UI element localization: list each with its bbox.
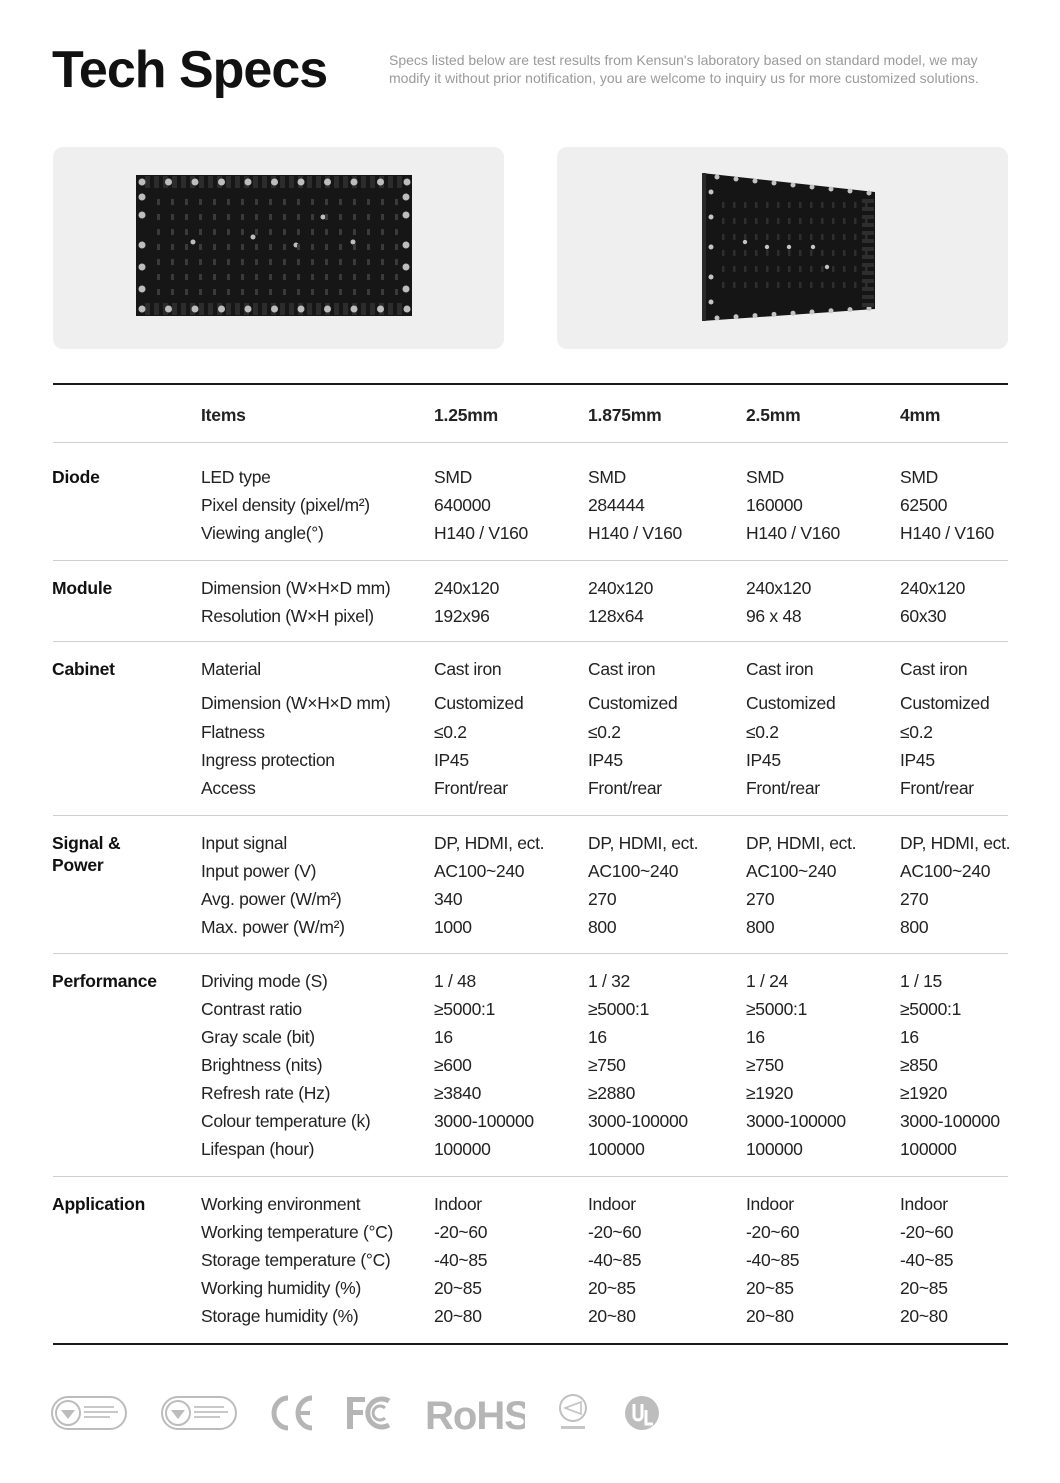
spec-value: 1000 (434, 917, 472, 937)
spec-value: -20~60 (588, 1222, 642, 1242)
spec-value: 240x120 (900, 578, 966, 598)
bsi-iso-14001-icon (50, 1388, 130, 1438)
column-header-pitch: 2.5mm (746, 405, 801, 425)
spec-value: AC100~240 (434, 861, 525, 881)
spec-value: Indoor (588, 1194, 636, 1214)
spec-value: ≥850 (900, 1055, 938, 1075)
spec-value: 96 x 48 (746, 606, 802, 626)
spec-value: ≥1920 (900, 1083, 948, 1103)
column-header-pitch: 1.25mm (434, 405, 498, 425)
spec-value: Front/rear (434, 778, 508, 798)
spec-value: 1 / 32 (588, 971, 630, 991)
spec-value: 16 (900, 1027, 919, 1047)
ul-mark-icon (623, 1388, 663, 1438)
spec-value: SMD (746, 467, 784, 487)
spec-item-label: Ingress protection (201, 750, 335, 770)
table-top-rule (53, 383, 1008, 385)
section-category-label: Diode (52, 467, 100, 487)
spec-value: ≥750 (588, 1055, 626, 1075)
spec-item-label: Brightness (nits) (201, 1055, 323, 1075)
product-photo-angled-view (557, 147, 1008, 349)
section-divider (53, 560, 1008, 561)
svg-text:RoHS: RoHS (425, 1394, 525, 1438)
spec-item-label: Working temperature (°C) (201, 1222, 394, 1242)
spec-item-label: Storage temperature (°C) (201, 1250, 391, 1270)
section-category-label: Power (52, 855, 104, 875)
spec-item-label: Driving mode (S) (201, 971, 328, 991)
spec-item-label: Working environment (201, 1194, 361, 1214)
spec-value: 128x64 (588, 606, 644, 626)
spec-value: ≥5000:1 (900, 999, 962, 1019)
spec-item-label: Avg. power (W/m²) (201, 889, 342, 909)
spec-value: DP, HDMI, ect. (746, 833, 857, 853)
spec-value: Customized (746, 693, 836, 713)
product-photo-rear-view (53, 147, 504, 349)
spec-value: 340 (434, 889, 463, 909)
spec-item-label: Viewing angle(°) (201, 523, 324, 543)
spec-value: SMD (434, 467, 472, 487)
column-header-pitch: 1.875mm (588, 405, 662, 425)
spec-value: ≥5000:1 (588, 999, 650, 1019)
page-title: Tech Specs (52, 41, 328, 99)
spec-value: 800 (588, 917, 617, 937)
fcc-mark-icon (343, 1388, 395, 1438)
spec-value: H140 / V160 (434, 523, 528, 543)
spec-value: 160000 (746, 495, 803, 515)
spec-value: ≥3840 (434, 1083, 482, 1103)
spec-item-label: Max. power (W/m²) (201, 917, 345, 937)
section-category-label: Signal & (52, 833, 121, 853)
spec-item-label: Input signal (201, 833, 287, 853)
rohs-mark-icon (425, 1388, 525, 1438)
spec-value: 800 (746, 917, 775, 937)
spec-value: IP45 (434, 750, 469, 770)
spec-value: 3000-100000 (434, 1111, 534, 1131)
etl-intertek-icon (555, 1388, 595, 1438)
spec-value: 100000 (746, 1139, 803, 1159)
spec-value: 270 (746, 889, 775, 909)
spec-value: 240x120 (434, 578, 500, 598)
section-category-label: Cabinet (52, 659, 115, 679)
spec-value: H140 / V160 (588, 523, 682, 543)
spec-value: IP45 (746, 750, 781, 770)
section-category-label: Application (52, 1194, 146, 1214)
spec-value: AC100~240 (588, 861, 679, 881)
spec-item-label: Refresh rate (Hz) (201, 1083, 331, 1103)
spec-value: -40~85 (434, 1250, 488, 1270)
spec-value: 20~85 (434, 1278, 482, 1298)
section-divider (53, 953, 1008, 954)
spec-value: Cast iron (900, 659, 968, 679)
spec-value: 3000-100000 (588, 1111, 688, 1131)
spec-value: 640000 (434, 495, 491, 515)
spec-value: 270 (588, 889, 617, 909)
spec-value: -40~85 (900, 1250, 954, 1270)
spec-value: 62500 (900, 495, 948, 515)
spec-item-label: Gray scale (bit) (201, 1027, 315, 1047)
spec-value: 1 / 48 (434, 971, 476, 991)
spec-item-label: Resolution (W×H pixel) (201, 606, 374, 626)
spec-value: Customized (900, 693, 990, 713)
column-header-items: Items (201, 405, 246, 425)
spec-value: ≥5000:1 (746, 999, 808, 1019)
spec-value: 20~80 (900, 1306, 948, 1326)
spec-value: AC100~240 (900, 861, 991, 881)
spec-value: ≤0.2 (900, 722, 933, 742)
spec-value: 240x120 (588, 578, 654, 598)
spec-value: SMD (588, 467, 626, 487)
spec-value: Cast iron (746, 659, 814, 679)
section-divider (53, 815, 1008, 816)
spec-value: ≤0.2 (588, 722, 621, 742)
spec-item-label: LED type (201, 467, 271, 487)
spec-value: IP45 (588, 750, 623, 770)
spec-value: -40~85 (588, 1250, 642, 1270)
table-bottom-rule (53, 1343, 1008, 1345)
spec-value: ≤0.2 (746, 722, 779, 742)
spec-value: 60x30 (900, 606, 947, 626)
spec-value: 16 (434, 1027, 453, 1047)
spec-item-label: Contrast ratio (201, 999, 302, 1019)
spec-value: 20~85 (900, 1278, 948, 1298)
spec-value: 16 (746, 1027, 765, 1047)
column-header-pitch: 4mm (900, 405, 941, 425)
spec-value: H140 / V160 (746, 523, 840, 543)
spec-value: DP, HDMI, ect. (900, 833, 1011, 853)
spec-value: ≤0.2 (434, 722, 467, 742)
spec-value: 20~80 (588, 1306, 636, 1326)
spec-value: 1 / 15 (900, 971, 942, 991)
spec-value: 20~85 (746, 1278, 794, 1298)
spec-value: IP45 (900, 750, 935, 770)
spec-value: 100000 (588, 1139, 645, 1159)
spec-value: 3000-100000 (900, 1111, 1000, 1131)
spec-item-label: Pixel density (pixel/m²) (201, 495, 370, 515)
spec-value: ≥2880 (588, 1083, 636, 1103)
spec-value: Front/rear (588, 778, 662, 798)
spec-value: ≥5000:1 (434, 999, 496, 1019)
spec-value: 100000 (434, 1139, 491, 1159)
spec-value: -40~85 (746, 1250, 800, 1270)
spec-value: 100000 (900, 1139, 957, 1159)
bsi-iso-9001-icon (160, 1388, 240, 1438)
spec-value: Indoor (900, 1194, 948, 1214)
spec-value: -20~60 (900, 1222, 954, 1242)
spec-value: Indoor (746, 1194, 794, 1214)
spec-value: 20~80 (434, 1306, 482, 1326)
spec-value: ≥1920 (746, 1083, 794, 1103)
spec-value: 16 (588, 1027, 607, 1047)
section-divider (53, 442, 1008, 443)
spec-item-label: Input power (V) (201, 861, 317, 881)
section-category-label: Module (52, 578, 113, 598)
spec-value: 240x120 (746, 578, 812, 598)
spec-value: ≥600 (434, 1055, 472, 1075)
spec-value: Customized (588, 693, 678, 713)
spec-value: -20~60 (746, 1222, 800, 1242)
section-category-label: Performance (52, 971, 157, 991)
section-divider (53, 641, 1008, 642)
spec-item-label: Lifespan (hour) (201, 1139, 315, 1159)
spec-item-label: Flatness (201, 722, 265, 742)
spec-value: Front/rear (900, 778, 974, 798)
spec-value: Customized (434, 693, 524, 713)
spec-value: ≥750 (746, 1055, 784, 1075)
spec-item-label: Dimension (W×H×D mm) (201, 693, 391, 713)
spec-item-label: Dimension (W×H×D mm) (201, 578, 391, 598)
spec-value: 20~85 (588, 1278, 636, 1298)
spec-value: 284444 (588, 495, 645, 515)
spec-item-label: Storage humidity (%) (201, 1306, 359, 1326)
spec-value: AC100~240 (746, 861, 837, 881)
spec-value: 3000-100000 (746, 1111, 846, 1131)
spec-value: -20~60 (434, 1222, 488, 1242)
spec-item-label: Working humidity (%) (201, 1278, 361, 1298)
spec-value: 1 / 24 (746, 971, 788, 991)
spec-value: Cast iron (588, 659, 656, 679)
section-divider (53, 1176, 1008, 1177)
spec-value: 20~80 (746, 1306, 794, 1326)
intro-text: Specs listed below are test results from Kensun's laboratory based on standard model, we may modify it without prior notification, you are welcome to inquiry us for more customized solutions. (389, 52, 979, 86)
certification-row (50, 1388, 670, 1438)
spec-item-label: Colour temperature (k) (201, 1111, 371, 1131)
spec-value: SMD (900, 467, 938, 487)
spec-value: DP, HDMI, ect. (588, 833, 699, 853)
spec-value: H140 / V160 (900, 523, 994, 543)
spec-value: 192x96 (434, 606, 490, 626)
spec-item-label: Access (201, 778, 256, 798)
ce-mark-icon (268, 1388, 318, 1438)
spec-value: Indoor (434, 1194, 482, 1214)
spec-value: Front/rear (746, 778, 820, 798)
spec-value: 270 (900, 889, 929, 909)
spec-value: Cast iron (434, 659, 502, 679)
spec-value: DP, HDMI, ect. (434, 833, 545, 853)
spec-value: 800 (900, 917, 929, 937)
spec-item-label: Material (201, 659, 261, 679)
